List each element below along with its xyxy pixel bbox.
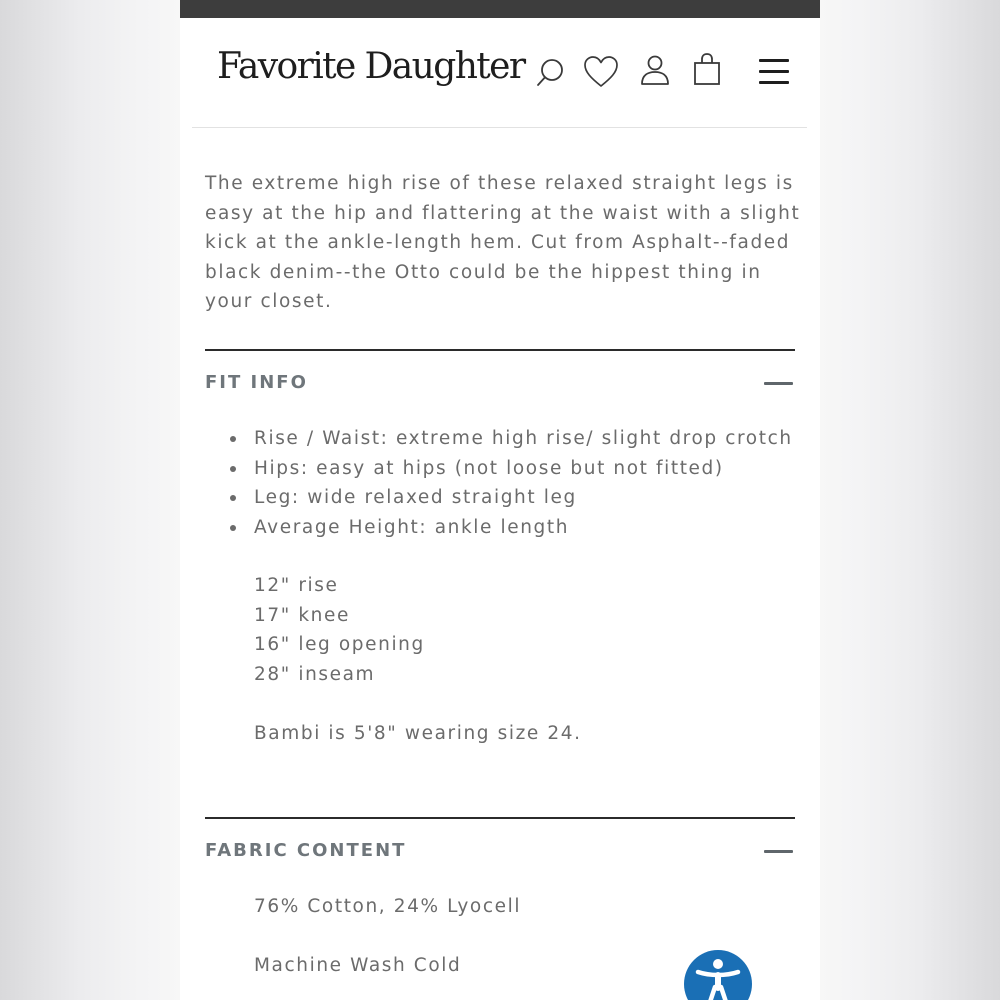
measurement-knee: 17" knee [254, 604, 350, 626]
product-page [180, 0, 820, 1000]
menu-icon[interactable] [758, 58, 790, 86]
fabric-content-title[interactable]: FABRIC CONTENT [205, 840, 407, 861]
measurements [254, 571, 425, 689]
fit-info-collapse-icon[interactable] [764, 382, 793, 385]
top-banner [180, 0, 820, 18]
list-item: Leg: wide relaxed straight leg [228, 483, 793, 513]
bag-icon[interactable] [692, 52, 722, 86]
list-item: Average Height: ankle length [228, 513, 793, 543]
care-instructions-block [254, 951, 461, 981]
heart-icon[interactable] [583, 55, 619, 89]
measurement-rise: 12" rise [254, 575, 339, 596]
list-item: Hips: easy at hips (not loose but not fitted) [228, 454, 793, 484]
list-item: Rise / Waist: extreme high rise/ slight drop crotch [228, 424, 793, 454]
fabric-composition: 76% Cotton, 24% Lyocell [254, 896, 522, 917]
user-icon[interactable] [639, 54, 671, 86]
fabric-composition-block [254, 892, 521, 922]
care-instructions: Machine Wash Cold [254, 955, 462, 976]
product-description: The extreme high rise of these relaxed straight legs is easy at the hip and flattering at the waist with a slight kick at the ankle-length hem. Cut from Asphalt--faded black denim--the Otto could be the hippest thing in your closet. [205, 173, 801, 313]
fabric-content-rule [205, 817, 795, 819]
accessibility-button[interactable] [684, 950, 752, 1000]
accessibility-icon [684, 950, 752, 1000]
fit-info-title[interactable]: FIT INFO [205, 372, 308, 393]
search-icon[interactable] [535, 55, 567, 89]
header-divider [192, 127, 807, 128]
fit-info-list [228, 424, 793, 542]
fit-info-rule [205, 349, 795, 351]
fabric-content-collapse-icon[interactable] [764, 850, 793, 853]
model-note-block [254, 719, 582, 749]
measurement-leg-opening: 16" leg opening [254, 634, 425, 656]
model-note: Bambi is 5'8" wearing size 24. [254, 723, 582, 744]
measurement-inseam: 28" inseam [254, 663, 376, 685]
brand-logo[interactable]: Favorite Daughter [217, 46, 525, 87]
